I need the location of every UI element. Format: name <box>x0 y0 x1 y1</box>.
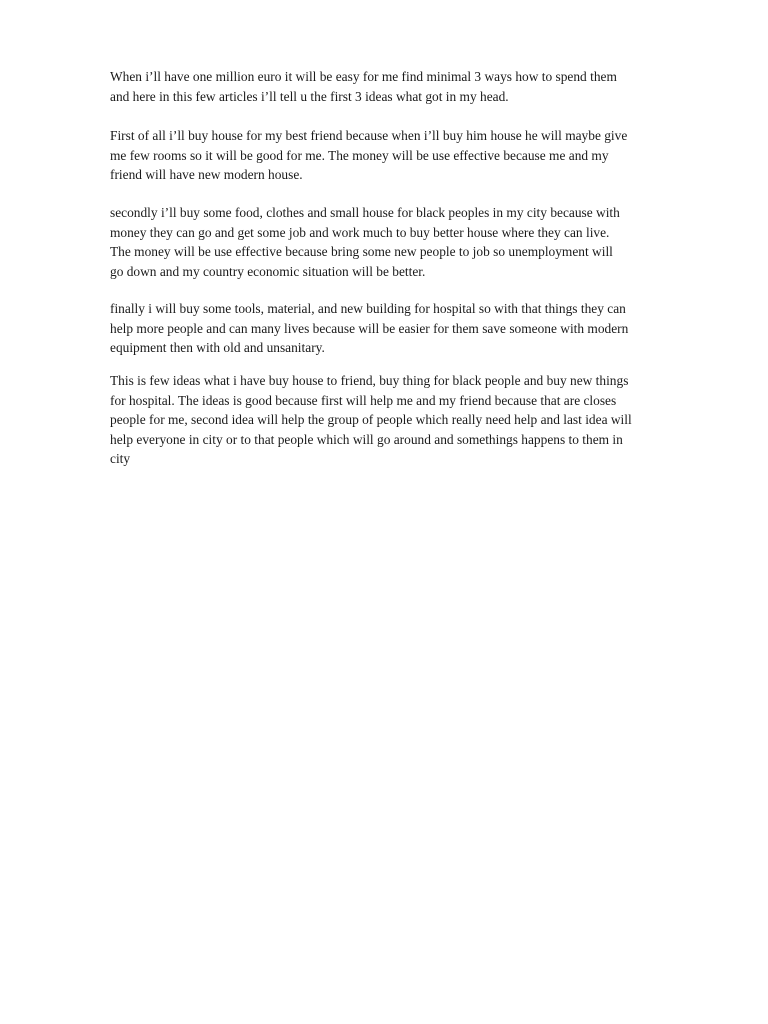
text-line: The money will be use effective because bring some new people to job so unemployment will <box>110 244 613 259</box>
text-line: This is few ideas what i have buy house to friend, buy thing for black people and buy new things <box>110 373 629 388</box>
text-line: go down and my country economic situation will be better. <box>110 263 426 279</box>
paragraph-first-idea <box>110 126 750 185</box>
paragraph-third-idea <box>110 299 750 358</box>
paragraph-conclusion <box>110 371 750 469</box>
text-line: money they can go and get some job and work much to buy better house where they can live. <box>110 224 610 240</box>
text-line: for hospital. The ideas is good because first will help me and my friend because that are closes <box>110 392 617 408</box>
text-line: finally i will buy some tools, material, and new building for hospital so with that things they can <box>110 301 626 316</box>
text-line: First of all i’ll buy house for my best friend because when i’ll buy him house he will maybe give <box>110 128 628 143</box>
paragraph-intro <box>110 67 750 106</box>
text-line: secondly i’ll buy some food, clothes and small house for black peoples in my city because with <box>110 205 620 220</box>
text-line: friend will have new modern house. <box>110 167 303 182</box>
text-line: When i’ll have one million euro it will be easy for me find minimal 3 ways how to spend them <box>110 69 617 84</box>
text-line: equipment then with old and unsanitary. <box>110 340 325 355</box>
text-line: city <box>110 451 131 466</box>
text-line: help more people and can many lives because will be easier for them save someone with modern <box>110 320 629 336</box>
paragraph-second-idea <box>110 203 750 281</box>
text-line: and here in this few articles i’ll tell u the first 3 ideas what got in my head. <box>110 88 509 104</box>
text-line: me few rooms so it will be good for me. The money will be use effective because me and my <box>110 147 609 163</box>
text-line: people for me, second idea will help the group of people which really need help and last idea will <box>110 412 632 427</box>
text-line: help everyone in city or to that people which will go around and somethings happens to them in <box>110 431 623 447</box>
